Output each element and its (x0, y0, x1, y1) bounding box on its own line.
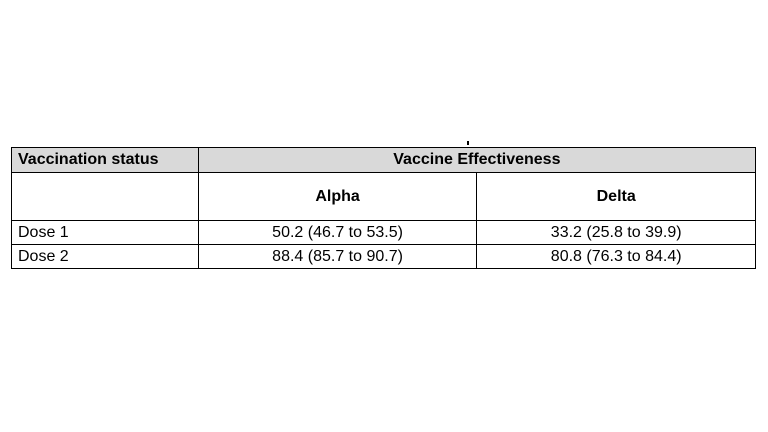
variant-header-alpha: Alpha (198, 173, 477, 221)
variant-header-row (12, 173, 756, 221)
alpha-value: 88.4 (85.7 to 90.7) (198, 245, 477, 269)
table-row (12, 221, 756, 245)
table-row (12, 245, 756, 269)
delta-value: 33.2 (25.8 to 39.9) (477, 221, 756, 245)
vaccination-status-header: Vaccination status (12, 148, 199, 173)
dose-label: Dose 1 (12, 221, 199, 245)
alpha-value: 50.2 (46.7 to 53.5) (198, 221, 477, 245)
vaccine-effectiveness-table (11, 147, 756, 269)
tick-mark (467, 141, 469, 145)
dose-label: Dose 2 (12, 245, 199, 269)
empty-cell (12, 173, 199, 221)
vaccine-effectiveness-header: Vaccine Effectiveness (198, 148, 755, 173)
table-header-row (12, 148, 756, 173)
variant-header-delta: Delta (477, 173, 756, 221)
delta-value: 80.8 (76.3 to 84.4) (477, 245, 756, 269)
